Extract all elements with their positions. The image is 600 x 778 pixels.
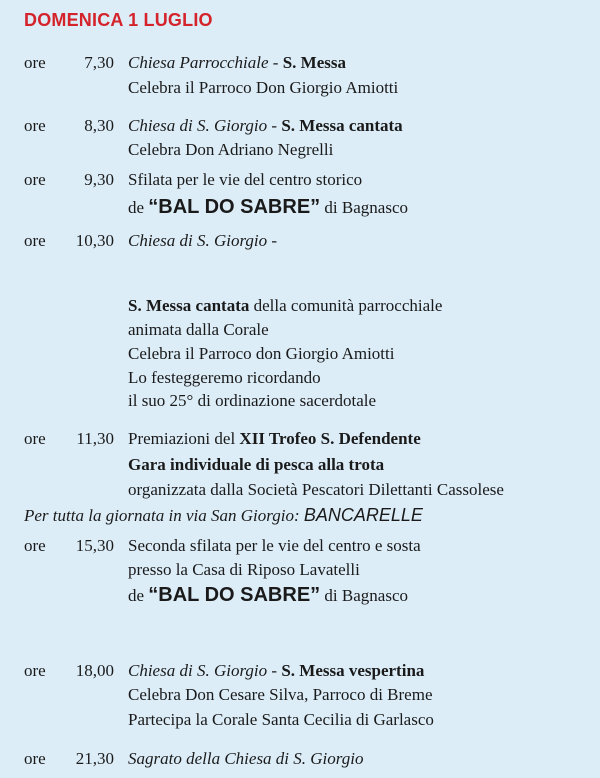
event-line (128, 455, 384, 475)
prefix: de (128, 198, 149, 217)
time-8-30: 8,30 (84, 116, 114, 135)
event-line (128, 749, 364, 769)
ore-label: ore (24, 661, 46, 680)
event-detail: Lo festeggeremo ricordando (128, 368, 321, 387)
location: Chiesa di S. Giorgio (128, 661, 268, 680)
event-detail: animata dalla Corale (128, 320, 269, 339)
all-day-strong: BANCARELLE (303, 505, 423, 525)
event-detail: Partecipa la Corale Santa Cecilia di Garlasco (128, 710, 434, 729)
event-line (128, 296, 442, 316)
event-detail: Seconda sfilata per le vie del centro e sosta (128, 536, 421, 555)
event-detail: il suo 25° di ordinazione sacerdotale (128, 391, 377, 410)
event-detail: Celebra il Parroco Don Giorgio Amiotti (128, 78, 399, 97)
group-name: “BAL DO SABRE” (148, 584, 321, 606)
event-line (128, 584, 408, 607)
time-9-30: 9,30 (84, 170, 114, 189)
event-line (128, 196, 408, 219)
suffix: di Bagnasco (320, 586, 408, 605)
event-line (128, 53, 346, 73)
event-title: S. Messa vespertina (281, 661, 425, 680)
ore-label: ore (24, 116, 46, 135)
event-detail: della comunità parrocchiale (249, 296, 443, 315)
separator: - (267, 231, 278, 250)
time-21-30: 21,30 (75, 749, 114, 768)
event-line (128, 429, 421, 449)
ore-label: ore (24, 749, 46, 768)
separator: - (267, 116, 282, 135)
prefix: de (128, 586, 149, 605)
time-18-00: 18,00 (75, 661, 114, 680)
event-detail: Celebra il Parroco don Giorgio Amiotti (128, 344, 395, 363)
prefix: Premiazioni del (128, 429, 240, 448)
separator: - (267, 661, 282, 680)
event-title: Gara individuale di pesca alla trota (128, 455, 385, 474)
all-day-lead: Per tutta la giornata in via San Giorgio: (24, 506, 304, 525)
event-line (128, 661, 424, 681)
event-title: S. Messa (282, 53, 346, 72)
ore-label: ore (24, 170, 46, 189)
ore-label: ore (24, 53, 46, 72)
event-detail: presso la Casa di Riposo Lavatelli (128, 560, 360, 579)
ore-label: ore (24, 429, 46, 448)
event-line (128, 231, 277, 251)
event-line (128, 116, 403, 136)
time-10-30: 10,30 (75, 231, 114, 250)
event-title: S. Messa cantata (128, 296, 250, 315)
ore-label: ore (24, 536, 46, 555)
event-detail: Sfilata per le vie del centro storico (128, 170, 363, 189)
event-detail: Celebra Don Adriano Negrelli (128, 140, 334, 159)
location: Chiesa di S. Giorgio (128, 231, 268, 250)
event-title: XII Trofeo S. Defendente (239, 429, 421, 448)
event-detail: Celebra Don Cesare Silva, Parroco di Breme (128, 685, 433, 704)
time-15-30: 15,30 (75, 536, 114, 555)
ore-label: ore (24, 231, 46, 250)
separator: - (268, 53, 283, 72)
page-heading: DOMENICA 1 LUGLIO (24, 10, 213, 30)
location: Sagrato della Chiesa di S. Giorgio (128, 749, 364, 768)
all-day-line (24, 505, 423, 526)
location: Chiesa di S. Giorgio (128, 116, 268, 135)
event-detail: organizzata dalla Società Pescatori Dilettanti Cassolese (128, 480, 504, 499)
group-name: “BAL DO SABRE” (148, 196, 321, 218)
time-11-30: 11,30 (76, 429, 114, 448)
suffix: di Bagnasco (320, 198, 408, 217)
event-title: S. Messa cantata (281, 116, 403, 135)
time-7-30: 7,30 (84, 53, 114, 72)
location: Chiesa Parrocchiale (128, 53, 269, 72)
